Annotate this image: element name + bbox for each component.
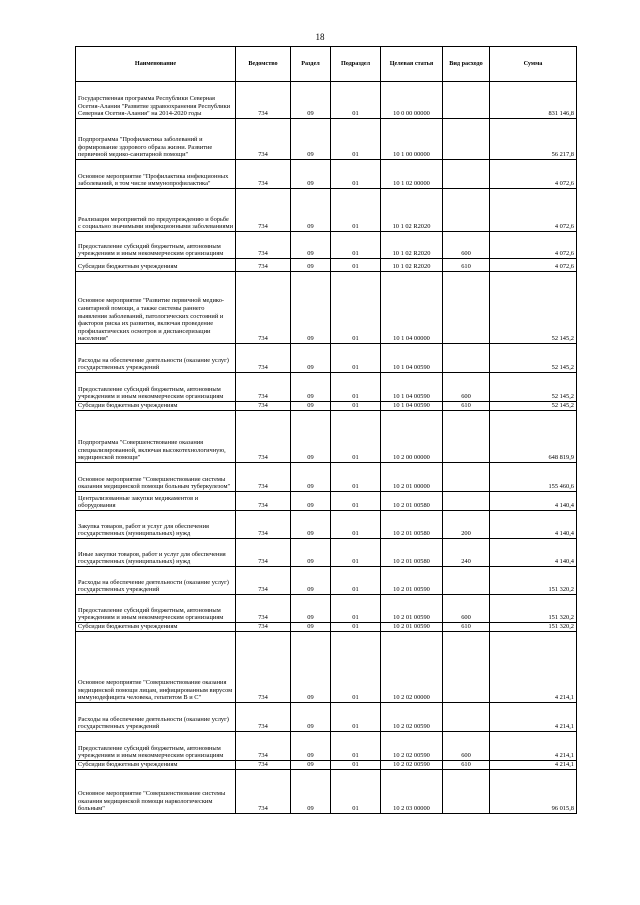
- row-subsection: 01: [331, 373, 381, 402]
- row-expense-type: [443, 119, 490, 160]
- table-row: [76, 623, 577, 632]
- row-name: Основное мероприятие "Профилактика инфекционных заболеваний, в том числе иммунопрофилактика": [76, 160, 236, 189]
- row-subsection: 01: [331, 232, 381, 259]
- row-name: Реализация мероприятий по предупреждению и борьбе с социально значимыми инфекционными заболеваниями: [76, 189, 236, 232]
- table-row: [76, 595, 577, 623]
- row-sum: 4 214,1: [490, 703, 577, 732]
- row-department: 734: [236, 119, 291, 160]
- row-sum: 56 217,8: [490, 119, 577, 160]
- row-sum: 155 460,6: [490, 463, 577, 492]
- row-name: Субсидии бюджетным учреждениям: [76, 259, 236, 272]
- row-subsection: 01: [331, 492, 381, 511]
- row-section: 09: [291, 492, 331, 511]
- row-section: 09: [291, 232, 331, 259]
- row-expense-type: [443, 272, 490, 344]
- row-sum: 4 072,6: [490, 189, 577, 232]
- row-target-article: 10 1 02 R2020: [381, 259, 443, 272]
- row-name: Субсидии бюджетным учреждениям: [76, 761, 236, 770]
- row-department: 734: [236, 567, 291, 595]
- row-section: 09: [291, 595, 331, 623]
- col-header-expense-type: Вид расходо: [443, 47, 490, 82]
- row-sum: 52 145,2: [490, 344, 577, 373]
- table-row: [76, 511, 577, 539]
- row-subsection: 01: [331, 82, 381, 119]
- row-subsection: 01: [331, 539, 381, 567]
- row-subsection: 01: [331, 463, 381, 492]
- row-section: 09: [291, 623, 331, 632]
- row-section: 09: [291, 567, 331, 595]
- row-name: Расходы на обеспечение деятельности (оказание услуг) государственных учреждений: [76, 703, 236, 732]
- row-expense-type: 610: [443, 259, 490, 272]
- row-subsection: 01: [331, 632, 381, 703]
- col-header-name: Наименование: [76, 47, 236, 82]
- row-section: 09: [291, 703, 331, 732]
- row-department: 734: [236, 511, 291, 539]
- row-section: 09: [291, 160, 331, 189]
- row-name: Предоставление субсидий бюджетным, автономным учреждениям и иным некоммерческим организациям: [76, 595, 236, 623]
- row-section: 09: [291, 402, 331, 411]
- row-subsection: 01: [331, 259, 381, 272]
- row-name: Субсидии бюджетным учреждениям: [76, 623, 236, 632]
- row-section: 09: [291, 189, 331, 232]
- row-subsection: 01: [331, 272, 381, 344]
- row-sum: 831 146,8: [490, 82, 577, 119]
- row-department: 734: [236, 344, 291, 373]
- row-target-article: 10 2 01 00580: [381, 492, 443, 511]
- row-section: 09: [291, 539, 331, 567]
- row-name: Предоставление субсидий бюджетным, автономным учреждениям и иным некоммерческим организациям: [76, 732, 236, 761]
- table-row: [76, 119, 577, 160]
- row-subsection: 01: [331, 344, 381, 373]
- row-name: Расходы на обеспечение деятельности (оказание услуг) государственных учреждений: [76, 344, 236, 373]
- row-sum: 4 214,1: [490, 761, 577, 770]
- row-name: Государственная программа Республики Северная Осетия-Алания "Развитие здравоохранения Республики Северная Осетия-Алания" на 2014-2020 годы: [76, 82, 236, 119]
- table-row: [76, 732, 577, 761]
- row-section: 09: [291, 272, 331, 344]
- row-department: 734: [236, 160, 291, 189]
- row-section: 09: [291, 411, 331, 463]
- row-sum: 4 140,4: [490, 511, 577, 539]
- row-target-article: 10 1 00 00000: [381, 119, 443, 160]
- row-expense-type: [443, 463, 490, 492]
- table-header-row: [76, 47, 577, 82]
- table-row: [76, 567, 577, 595]
- col-header-department: Ведомство: [236, 47, 291, 82]
- row-expense-type: 610: [443, 761, 490, 770]
- row-expense-type: 600: [443, 232, 490, 259]
- row-department: 734: [236, 272, 291, 344]
- row-name: Расходы на обеспечение деятельности (оказание услуг) государственных учреждений: [76, 567, 236, 595]
- row-expense-type: 600: [443, 373, 490, 402]
- row-expense-type: 240: [443, 539, 490, 567]
- row-expense-type: [443, 567, 490, 595]
- row-department: 734: [236, 595, 291, 623]
- row-target-article: 10 2 02 00590: [381, 732, 443, 761]
- row-name: Предоставление субсидий бюджетным, автономным учреждениям и иным некоммерческим организациям: [76, 373, 236, 402]
- row-subsection: 01: [331, 511, 381, 539]
- row-sum: 52 145,2: [490, 272, 577, 344]
- col-header-section: Раздел: [291, 47, 331, 82]
- row-expense-type: [443, 632, 490, 703]
- row-target-article: 10 2 01 00000: [381, 463, 443, 492]
- row-sum: 4 140,4: [490, 492, 577, 511]
- row-target-article: 10 1 02 00000: [381, 160, 443, 189]
- row-sum: 648 819,9: [490, 411, 577, 463]
- table-row: [76, 160, 577, 189]
- row-sum: 52 145,2: [490, 402, 577, 411]
- row-expense-type: [443, 411, 490, 463]
- table-row: [76, 272, 577, 344]
- row-subsection: 01: [331, 703, 381, 732]
- row-target-article: 10 2 01 00590: [381, 595, 443, 623]
- row-name: Централизованные закупки медикаментов и оборудования: [76, 492, 236, 511]
- row-section: 09: [291, 259, 331, 272]
- row-name: Закупка товаров, работ и услуг для обеспечения государственных (муниципальных) нужд: [76, 511, 236, 539]
- row-sum: 4 140,4: [490, 539, 577, 567]
- row-department: 734: [236, 259, 291, 272]
- row-target-article: 10 1 04 00590: [381, 402, 443, 411]
- row-section: 09: [291, 82, 331, 119]
- row-sum: 4 072,6: [490, 160, 577, 189]
- row-target-article: 10 2 03 00000: [381, 770, 443, 814]
- row-target-article: 10 2 01 00580: [381, 511, 443, 539]
- row-name: Предоставление субсидий бюджетным, автономным учреждениям и иным некоммерческим организациям: [76, 232, 236, 259]
- table-row: [76, 411, 577, 463]
- row-section: 09: [291, 732, 331, 761]
- row-section: 09: [291, 463, 331, 492]
- row-subsection: 01: [331, 595, 381, 623]
- row-subsection: 01: [331, 189, 381, 232]
- row-expense-type: 600: [443, 732, 490, 761]
- row-section: 09: [291, 344, 331, 373]
- table-row: [76, 761, 577, 770]
- row-expense-type: 610: [443, 623, 490, 632]
- row-section: 09: [291, 373, 331, 402]
- row-section: 09: [291, 119, 331, 160]
- row-target-article: 10 0 00 00000: [381, 82, 443, 119]
- table-row: [76, 232, 577, 259]
- row-section: 09: [291, 511, 331, 539]
- row-target-article: 10 2 02 00000: [381, 632, 443, 703]
- row-expense-type: [443, 82, 490, 119]
- row-target-article: 10 1 02 R2020: [381, 232, 443, 259]
- table-row: [76, 539, 577, 567]
- row-department: 734: [236, 632, 291, 703]
- row-target-article: 10 2 01 00590: [381, 567, 443, 595]
- row-department: 734: [236, 770, 291, 814]
- row-expense-type: [443, 703, 490, 732]
- row-name: Основное мероприятие "Совершенствование системы оказания медицинской помощи наркологическим больным": [76, 770, 236, 814]
- row-department: 734: [236, 463, 291, 492]
- table-row: [76, 259, 577, 272]
- row-subsection: 01: [331, 770, 381, 814]
- row-expense-type: 610: [443, 402, 490, 411]
- table-row: [76, 492, 577, 511]
- row-subsection: 01: [331, 402, 381, 411]
- row-subsection: 01: [331, 761, 381, 770]
- table-row: [76, 703, 577, 732]
- row-name: Субсидии бюджетным учреждениям: [76, 402, 236, 411]
- row-section: 09: [291, 770, 331, 814]
- row-expense-type: [443, 770, 490, 814]
- row-section: 09: [291, 761, 331, 770]
- row-target-article: 10 2 02 00590: [381, 761, 443, 770]
- row-subsection: 01: [331, 160, 381, 189]
- row-subsection: 01: [331, 732, 381, 761]
- row-target-article: 10 1 02 R2020: [381, 189, 443, 232]
- row-target-article: 10 1 04 00590: [381, 344, 443, 373]
- row-name: Подпрограмма "Совершенствование оказания специализированной, включая высокотехнологичную, медицинской помощи": [76, 411, 236, 463]
- budget-table: [75, 46, 577, 814]
- table-row: [76, 463, 577, 492]
- row-name: Иные закупки товаров, работ и услуг для обеспечения государственных (муниципальных) нужд: [76, 539, 236, 567]
- row-department: 734: [236, 539, 291, 567]
- table-row: [76, 770, 577, 814]
- row-sum: 4 214,1: [490, 732, 577, 761]
- row-target-article: 10 2 01 00590: [381, 623, 443, 632]
- row-department: 734: [236, 189, 291, 232]
- col-header-target-article: Целевая статья: [381, 47, 443, 82]
- row-department: 734: [236, 411, 291, 463]
- row-target-article: 10 2 02 00590: [381, 703, 443, 732]
- row-subsection: 01: [331, 623, 381, 632]
- row-target-article: 10 1 04 00000: [381, 272, 443, 344]
- table-row: [76, 82, 577, 119]
- row-sum: 96 015,8: [490, 770, 577, 814]
- row-sum: 151 320,2: [490, 567, 577, 595]
- table-row: [76, 632, 577, 703]
- row-sum: 4 072,6: [490, 259, 577, 272]
- row-expense-type: [443, 344, 490, 373]
- row-subsection: 01: [331, 567, 381, 595]
- table-row: [76, 373, 577, 402]
- row-target-article: 10 1 04 00590: [381, 373, 443, 402]
- table-row: [76, 189, 577, 232]
- row-name: Подпрограмма "Профилактика заболеваний и формирование здорового образа жизни. Развитие первичной медико-санитарной помощи": [76, 119, 236, 160]
- row-section: 09: [291, 632, 331, 703]
- row-expense-type: 200: [443, 511, 490, 539]
- row-department: 734: [236, 232, 291, 259]
- row-expense-type: [443, 492, 490, 511]
- row-subsection: 01: [331, 411, 381, 463]
- row-expense-type: 600: [443, 595, 490, 623]
- row-sum: 4 214,1: [490, 632, 577, 703]
- row-department: 734: [236, 373, 291, 402]
- row-target-article: 10 2 01 00580: [381, 539, 443, 567]
- row-department: 734: [236, 703, 291, 732]
- row-target-article: 10 2 00 00000: [381, 411, 443, 463]
- row-department: 734: [236, 82, 291, 119]
- row-name: Основное мероприятие "Совершенствование системы оказания медицинской помощи больным туберкулезом": [76, 463, 236, 492]
- col-header-subsection: Подраздел: [331, 47, 381, 82]
- row-sum: 151 320,2: [490, 623, 577, 632]
- table-row: [76, 402, 577, 411]
- row-department: 734: [236, 732, 291, 761]
- row-expense-type: [443, 160, 490, 189]
- row-department: 734: [236, 402, 291, 411]
- page-number: 18: [315, 32, 325, 42]
- row-subsection: 01: [331, 119, 381, 160]
- table-row: [76, 344, 577, 373]
- row-sum: 4 072,6: [490, 232, 577, 259]
- row-expense-type: [443, 189, 490, 232]
- col-header-sum: Сумма: [490, 47, 577, 82]
- row-department: 734: [236, 492, 291, 511]
- row-department: 734: [236, 623, 291, 632]
- row-sum: 52 145,2: [490, 373, 577, 402]
- row-name: Основное мероприятие "Совершенствование оказания медицинской помощи лицам, инфицированным вирусом иммунодефицита человека, гепатитом В и С": [76, 632, 236, 703]
- row-name: Основное мероприятие "Развитие первичной медико-санитарной помощи, а также системы раннего выявления заболеваний, патологических состояний и факторов риска их развития, включая проведение профилактических осмотров и диспансеризации населения": [76, 272, 236, 344]
- row-sum: 151 320,2: [490, 595, 577, 623]
- row-department: 734: [236, 761, 291, 770]
